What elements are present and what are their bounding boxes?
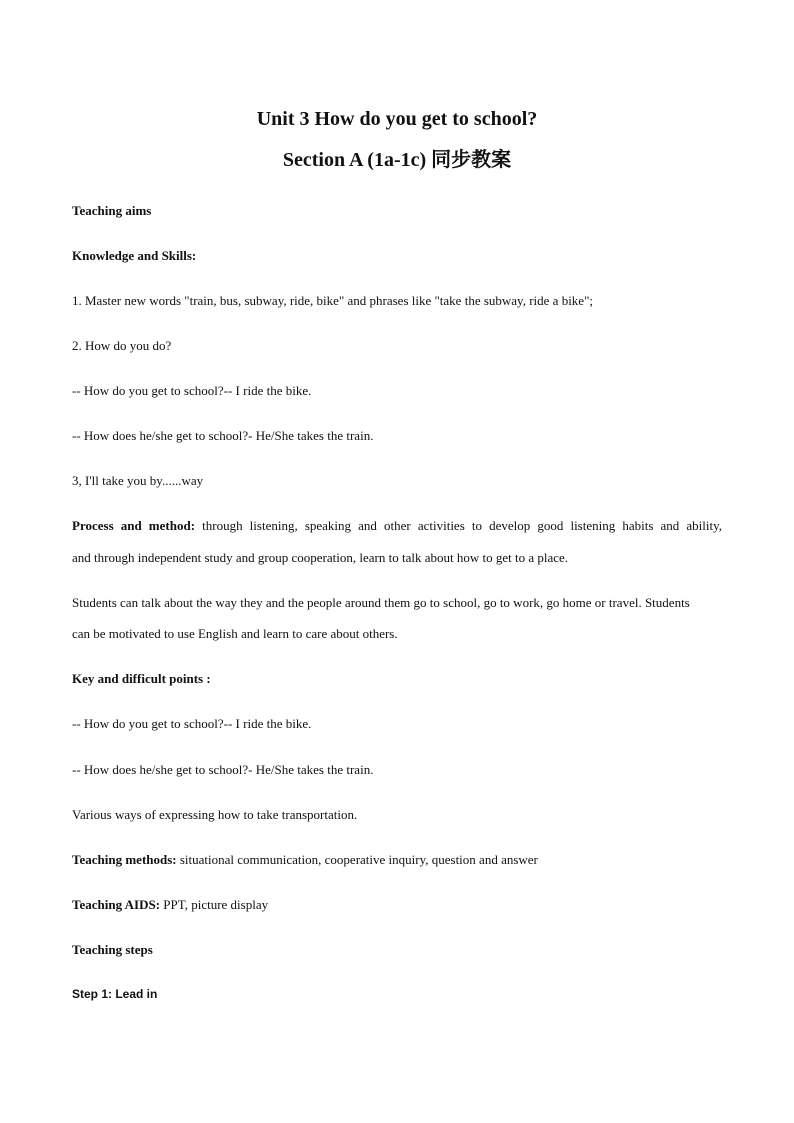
unit-title: Unit 3 How do you get to school? — [256, 108, 538, 130]
students-paragraph-line-1: Students can talk about the way they and the people around them go to school, go to work, go home or travel. Students — [72, 595, 690, 610]
key-points-heading: Key and difficult points : — [72, 671, 211, 686]
teaching-aims-heading: Teaching aims — [72, 203, 152, 218]
teaching-methods-line — [72, 851, 722, 869]
dialog-line-2: -- How does he/she get to school?- He/She takes the train. — [72, 428, 374, 443]
teaching-methods-text: situational communication, cooperative inquiry, question and answer — [176, 852, 538, 867]
process-method-text: through listening, speaking and other activities to develop good listening habits and ability, — [195, 518, 722, 533]
knowledge-skills-heading: Knowledge and Skills: — [72, 248, 197, 263]
teaching-aids-text: PPT, picture display — [160, 897, 269, 912]
teaching-methods-label: Teaching methods: — [72, 852, 177, 867]
teaching-steps-heading: Teaching steps — [72, 942, 153, 957]
aim-item-3: 3, I'll take you by......way — [72, 473, 204, 488]
process-method-paragraph — [72, 517, 722, 535]
key-dialog-line-1: -- How do you get to school?-- I ride the bike. — [72, 716, 312, 731]
dialog-line-1: -- How do you get to school?-- I ride the bike. — [72, 383, 312, 398]
key-dialog-line-2: -- How does he/she get to school?- He/She takes the train. — [72, 762, 374, 777]
step-1-heading: Step 1: Lead in — [72, 987, 158, 1001]
teaching-aids-label: Teaching AIDS: — [72, 897, 161, 912]
process-method-continuation: and through independent study and group cooperation, learn to talk about how to get to a place. — [72, 550, 569, 565]
aim-item-2: 2. How do you do? — [72, 338, 172, 353]
aim-item-1: 1. Master new words "train, bus, subway, ride, bike" and phrases like "take the subway, ride a bike"; — [72, 293, 593, 308]
teaching-aids-line — [72, 896, 722, 914]
students-paragraph-line-2: can be motivated to use English and learn to care about others. — [72, 626, 398, 641]
section-title: Section A (1a-1c) 同步教案 — [282, 149, 512, 171]
process-method-label: Process and method: — [72, 518, 196, 533]
various-ways-line: Various ways of expressing how to take transportation. — [72, 807, 358, 822]
